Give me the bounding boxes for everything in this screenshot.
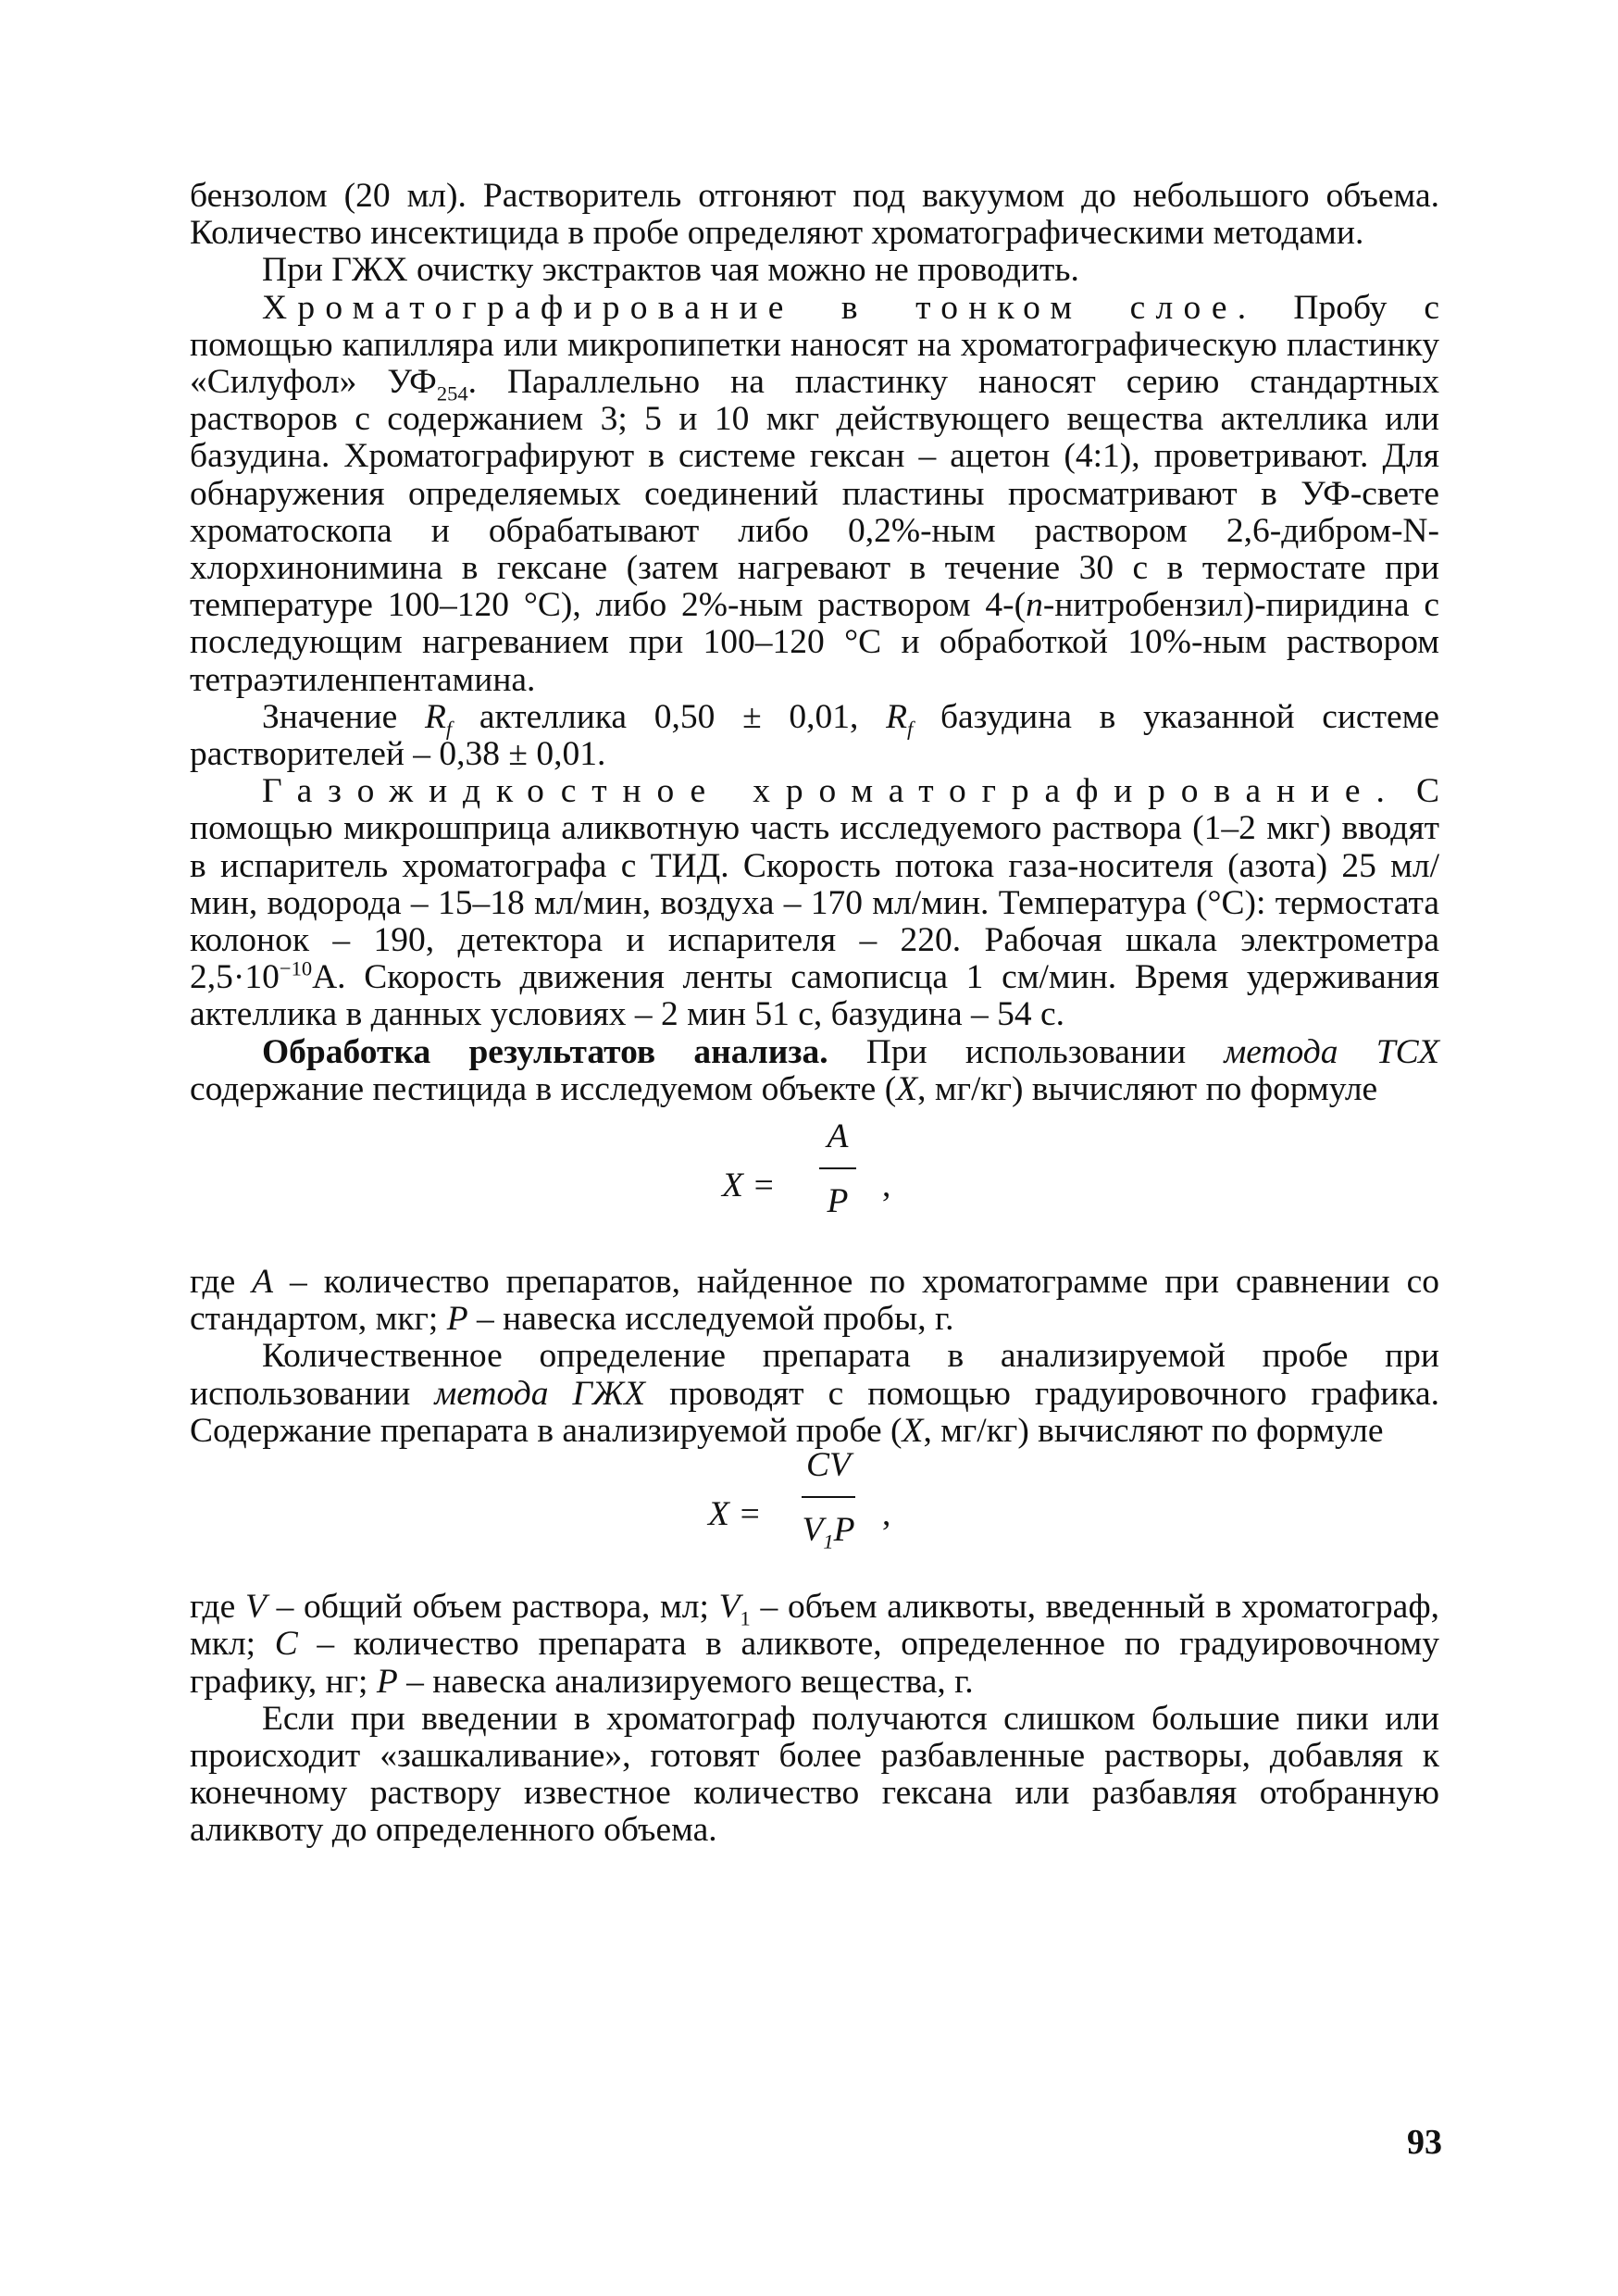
- where1-text-b: – количество препаратов, найденное по хроматограмме при сравнении со стандартом, мкг;: [190, 1263, 1439, 1339]
- paragraph-dilution: [190, 1701, 1439, 1850]
- where2-symbol-v1: V: [718, 1588, 741, 1627]
- formula-2-numerator: CV: [806, 1446, 851, 1485]
- formula-2-denominator: [793, 1509, 864, 1552]
- rf-text-b: актеллика 0,50 ± 0,01,: [452, 697, 887, 736]
- where2-text-c: – объем аликвоты, введенный в хроматограф, мкл;: [190, 1588, 1439, 1664]
- paragraph-results: [190, 1034, 1439, 1108]
- results-text-b: содержание пестицида в исследуемом объекте (: [190, 1069, 897, 1108]
- paragraph-2-text: При ГЖХ очистку экстрактов чая можно не проводить.: [262, 251, 1079, 290]
- results-x: X: [896, 1069, 918, 1108]
- formula-2-lhs: X =: [708, 1495, 762, 1534]
- results-heading: Обработка результатов анализа.: [262, 1032, 828, 1071]
- formula-2: [190, 1446, 1439, 1579]
- paragraph-2: [190, 252, 1439, 289]
- formula-1-comma: ,: [882, 1167, 891, 1205]
- formula-2-fraction-bar: [802, 1496, 855, 1498]
- where2-symbol-v: V: [244, 1588, 267, 1627]
- where2-text-a: где: [190, 1588, 245, 1627]
- rf-symbol-1: R: [424, 697, 446, 736]
- paragraph-rf: [190, 699, 1439, 773]
- paragraph-1-text: бензолом (20 мл). Растворитель отгоняют под вакуумом до небольшого объема. Количество инсектицида в пробе определяют хроматографическими методами.: [190, 177, 1439, 253]
- results-text-a: При использовании: [828, 1032, 1225, 1071]
- formula-2-comma: ,: [882, 1495, 891, 1534]
- tlc-heading: Хроматографирование в тонком слое.: [262, 288, 1257, 327]
- where2-symbol-p: P: [376, 1662, 398, 1701]
- where2-text-d: – количество препарата в аликвоте, определенное по градуировочному графику, нг;: [190, 1625, 1439, 1701]
- formula-1: [190, 1116, 1439, 1254]
- quant-text-b: проводят с помощью градуировочного графика. Содержание препарата в анализируемой пробе (: [190, 1374, 1440, 1450]
- page-number: 93: [1407, 2123, 1442, 2162]
- where1-text-c: – навеска исследуемой пробы, г.: [467, 1300, 954, 1339]
- dilution-text: Если при введении в хроматограф получаются слишком большие пики или происходит «зашкаливание», готовят более разбавленные растворы, добавляя к конечному раствору известное количество гексана или разбавляя отобранную аликвоту до определенного объема.: [190, 1699, 1439, 1850]
- paragraph-where-2: [190, 1589, 1439, 1701]
- where1-symbol-a: A: [252, 1263, 274, 1302]
- formula-1-fraction: [808, 1116, 867, 1223]
- glc-heading: Газожидкостное хроматографирование.: [262, 772, 1400, 811]
- where1-symbol-p: P: [446, 1300, 468, 1339]
- where2-symbol-c: C: [274, 1625, 298, 1664]
- tlc-italic-n: n: [1026, 586, 1043, 625]
- glc-superscript: −10: [279, 956, 313, 980]
- results-method-tlc: метода ТСХ: [1224, 1032, 1439, 1071]
- paragraph-1: [190, 178, 1439, 252]
- paragraph-where-1: [190, 1264, 1439, 1338]
- formula-1-denominator: P: [827, 1182, 849, 1221]
- quant-text-c: , мг/кг) вычисляют по формуле: [923, 1411, 1384, 1450]
- glc-text-b: А. Скорость движения ленты самописца 1 см/мин. Время удерживания актеллика в данных условиях – 2 мин 51 с, базудина – 54 с.: [190, 958, 1439, 1034]
- glc-text-a: С помощью микрошприца аликвотную часть исследуемого раствора (1–2 мкг) вводят в испаритель хроматографа с ТИД. Скорость потока газа-носителя (азота) 25 мл/мин, водорода – 15–18 мл/мин, воздуха – 170 мл/мин. Температура (°С): термостата колонок – 190, детектора и испарителя – 220. Рабочая шкала электрометра 2,5·10: [190, 772, 1439, 997]
- rf-symbol-2: R: [886, 697, 907, 736]
- where2-subscript-1: 1: [740, 1606, 751, 1630]
- body-text: [190, 178, 1439, 1850]
- results-text-c: , мг/кг) вычисляют по формуле: [917, 1069, 1378, 1108]
- rf-text-a: Значение: [262, 697, 425, 736]
- formula-2-fraction: [793, 1444, 864, 1552]
- rf-text-c: базудина в указанной системе растворителей – 0,38 ± 0,01.: [190, 697, 1439, 774]
- rf-subscript-1: f: [445, 717, 453, 741]
- formula-1-fraction-bar: [819, 1167, 856, 1169]
- paragraph-tlc: [190, 290, 1439, 699]
- tlc-subscript: 254: [436, 381, 468, 406]
- paragraph-glc-quant: [190, 1338, 1439, 1450]
- quant-text-a: Количественное определение препарата в анализируемой пробе при использовании: [190, 1337, 1439, 1413]
- tlc-text-c: -нитробензил)-пиридина с последующим нагреванием при 100–120 °С и обработкой 10%-ным раствором тетраэтиленпентамина.: [190, 586, 1439, 699]
- where1-text-a: где: [190, 1263, 253, 1302]
- where2-text-e: – навеска анализируемого вещества, г.: [397, 1662, 974, 1701]
- quant-method-glc: метода ГЖХ: [434, 1374, 646, 1413]
- tlc-text-a: Пробу с помощью капилляра или микропипетки наносят на хроматографическую пластинку «Силуфол» УФ: [190, 288, 1439, 402]
- formula-2-den-sub: 1: [823, 1529, 834, 1554]
- formula-2-den-p: P: [833, 1511, 855, 1550]
- quant-x: X: [902, 1411, 924, 1450]
- where2-text-b: – общий объем раствора, мл;: [266, 1588, 719, 1627]
- rf-subscript-2: f: [906, 717, 914, 741]
- formula-1-lhs: X =: [722, 1167, 776, 1205]
- formula-1-numerator: A: [827, 1117, 849, 1156]
- paragraph-glc: [190, 773, 1439, 1033]
- tlc-text-b: . Параллельно на пластинку наносят серию стандартных растворов с содержанием 3; 5 и 10 мкг действующего вещества актеллика или базудина. Хроматографируют в системе гексан – ацетон (4:1), проветривают. Для обнаружения определяемых соединений пластины просматривают в УФ-свете хроматоскопа и обрабатывают либо 0,2%-ным раствором 2,6-дибром-N-хлорхинонимина в гексане (затем нагревают в течение 30 с в термостате при температуре 100–120 °С), либо 2%-ным раствором 4-(: [190, 363, 1439, 625]
- formula-2-den-v: V: [802, 1511, 824, 1550]
